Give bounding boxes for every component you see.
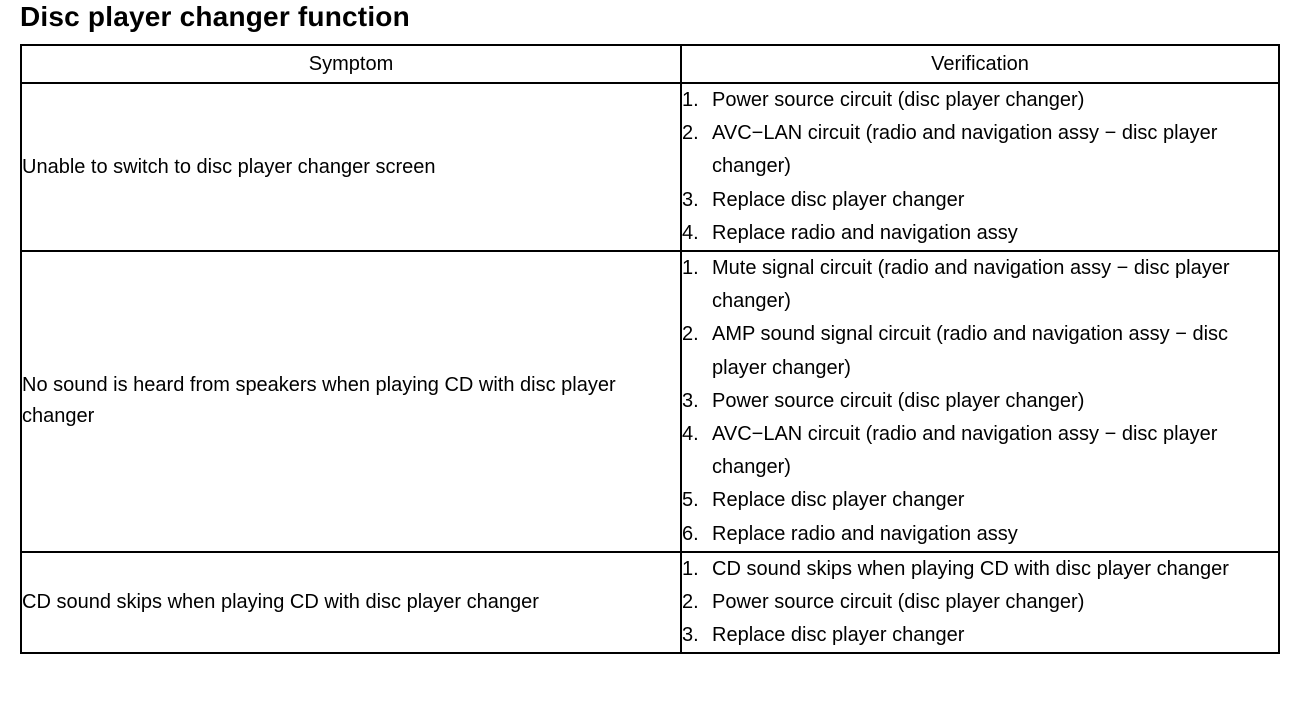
table-header-row bbox=[21, 45, 1279, 83]
step-number: 1. bbox=[682, 557, 699, 580]
table-row bbox=[21, 251, 1279, 552]
page-title: Disc player changer function bbox=[20, 1, 410, 32]
verification-step bbox=[682, 619, 1278, 652]
verification-list bbox=[682, 553, 1278, 653]
verification-step bbox=[682, 117, 1278, 183]
verification-step bbox=[682, 586, 1278, 619]
symptom-cell: CD sound skips when playing CD with disc player changer bbox=[21, 552, 681, 654]
step-number: 5. bbox=[682, 489, 699, 512]
step-number: 1. bbox=[682, 89, 699, 111]
step-text: AVC−LAN circuit (radio and navigation assy − disc player changer) bbox=[712, 122, 1218, 178]
step-number: 1. bbox=[682, 257, 699, 280]
step-text: Power source circuit (disc player changer) bbox=[712, 591, 1085, 614]
symptom-cell: No sound is heard from speakers when playing CD with disc player changer bbox=[21, 251, 681, 552]
step-number: 2. bbox=[682, 591, 699, 614]
step-number: 6. bbox=[682, 522, 699, 545]
verification-step bbox=[682, 318, 1278, 384]
step-text: AMP sound signal circuit (radio and navigation assy − disc player changer) bbox=[712, 323, 1229, 379]
step-text: Power source circuit (disc player changer) bbox=[712, 389, 1085, 412]
verification-step bbox=[682, 484, 1278, 517]
diagnosis-table bbox=[20, 44, 1280, 654]
step-number: 4. bbox=[682, 423, 699, 446]
verification-list bbox=[682, 84, 1278, 250]
verification-cell bbox=[681, 83, 1279, 251]
step-number: 3. bbox=[682, 188, 699, 211]
verification-step bbox=[682, 84, 1278, 117]
symptom-cell: Unable to switch to disc player changer screen bbox=[21, 83, 681, 251]
step-text: Mute signal circuit (radio and navigation assy − disc player changer) bbox=[712, 257, 1230, 313]
step-number: 3. bbox=[682, 389, 699, 412]
table-row bbox=[21, 552, 1279, 654]
step-number: 3. bbox=[682, 624, 699, 647]
verification-list bbox=[682, 252, 1278, 551]
step-text: Replace disc player changer bbox=[712, 188, 965, 211]
step-text: Replace disc player changer bbox=[712, 624, 965, 647]
verification-step bbox=[682, 553, 1278, 586]
verification-step bbox=[682, 518, 1278, 551]
verification-step bbox=[682, 184, 1278, 217]
step-text: Replace disc player changer bbox=[712, 489, 965, 512]
verification-step bbox=[682, 385, 1278, 418]
column-header-verification: Verification bbox=[681, 45, 1279, 83]
verification-step bbox=[682, 418, 1278, 484]
verification-cell bbox=[681, 251, 1279, 552]
step-text: CD sound skips when playing CD with disc player changer bbox=[712, 557, 1229, 580]
verification-step bbox=[682, 217, 1278, 250]
verification-cell bbox=[681, 552, 1279, 654]
step-text: Power source circuit (disc player changer) bbox=[712, 89, 1085, 111]
column-header-symptom: Symptom bbox=[21, 45, 681, 83]
step-text: Replace radio and navigation assy bbox=[712, 221, 1018, 244]
step-text: Replace radio and navigation assy bbox=[712, 522, 1018, 545]
verification-step bbox=[682, 252, 1278, 318]
step-text: AVC−LAN circuit (radio and navigation assy − disc player changer) bbox=[712, 423, 1218, 479]
table-row bbox=[21, 83, 1279, 251]
step-number: 2. bbox=[682, 122, 699, 145]
step-number: 2. bbox=[682, 323, 699, 346]
step-number: 4. bbox=[682, 221, 699, 244]
